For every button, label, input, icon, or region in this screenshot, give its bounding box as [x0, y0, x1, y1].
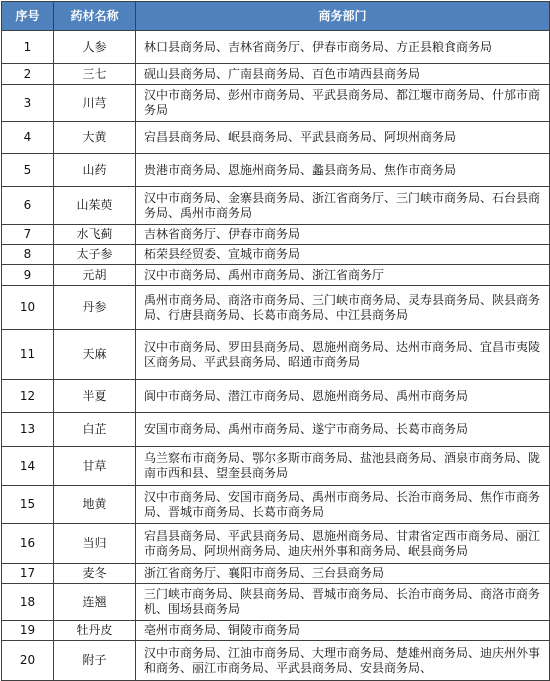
departments: 砚山县商务局、广南县商务局、百色市靖西县商务局: [136, 64, 550, 85]
table-row: [2, 154, 550, 187]
table-row: [2, 31, 550, 64]
herb-name: 地黄: [54, 486, 136, 524]
departments: 汉中市商务局、江油市商务局、大理市商务局、楚雄州商务局、迪庆州外事和商务、丽江市商务局、平武县商务局、安县商务局、: [136, 641, 550, 681]
row-index: 16: [2, 524, 54, 564]
header-index: 序号: [2, 2, 54, 31]
departments: 浙江省商务厅、襄阳市商务局、三台县商务局: [136, 564, 550, 584]
row-index: 13: [2, 413, 54, 447]
herb-name: 川芎: [54, 85, 136, 122]
table-row: [2, 330, 550, 380]
row-index: 7: [2, 225, 54, 245]
row-index: 17: [2, 564, 54, 584]
row-index: 8: [2, 245, 54, 265]
table-row: [2, 524, 550, 564]
departments: 吉林省商务厅、伊春市商务局: [136, 225, 550, 245]
table-row: [2, 225, 550, 245]
row-index: 20: [2, 641, 54, 681]
table-row: [2, 584, 550, 621]
table-row: [2, 85, 550, 122]
departments: 汉中市商务局、彭州市商务局、平武县商务局、都江堰市商务局、什邡市商务局: [136, 85, 550, 122]
herb-name: 水飞蓟: [54, 225, 136, 245]
table-row: [2, 64, 550, 85]
row-index: 5: [2, 154, 54, 187]
herb-name: 连翘: [54, 584, 136, 621]
table-row: [2, 380, 550, 413]
herb-name: 牡丹皮: [54, 621, 136, 641]
herb-name: 白芷: [54, 413, 136, 447]
departments: 宕昌县商务局、岷县商务局、平武县商务局、阿坝州商务局: [136, 122, 550, 154]
row-index: 19: [2, 621, 54, 641]
table-row: [2, 564, 550, 584]
table-row: [2, 641, 550, 681]
table-row: [2, 187, 550, 225]
herb-name: 人参: [54, 31, 136, 64]
departments: 汉中市商务局、禹州市商务局、浙江省商务厅: [136, 265, 550, 286]
row-index: 4: [2, 122, 54, 154]
row-index: 2: [2, 64, 54, 85]
table-row: [2, 447, 550, 486]
row-index: 9: [2, 265, 54, 286]
row-index: 18: [2, 584, 54, 621]
herb-name: 山药: [54, 154, 136, 187]
departments: 乌兰察布市商务局、鄂尔多斯市商务局、盐池县商务局、酒泉市商务局、陇南市西和县、望奎县商务局: [136, 447, 550, 486]
herb-name: 麦冬: [54, 564, 136, 584]
departments: 林口县商务局、吉林省商务厅、伊春市商务局、方正县粮食商务局: [136, 31, 550, 64]
row-index: 15: [2, 486, 54, 524]
herb-name: 附子: [54, 641, 136, 681]
medicinal-herb-commerce-table: [1, 1, 550, 681]
herb-name: 大黄: [54, 122, 136, 154]
row-index: 6: [2, 187, 54, 225]
row-index: 11: [2, 330, 54, 380]
table-row: [2, 486, 550, 524]
herb-name: 太子参: [54, 245, 136, 265]
row-index: 12: [2, 380, 54, 413]
row-index: 14: [2, 447, 54, 486]
departments: 贵港市商务局、恩施州商务局、蠡县商务局、焦作市商务局: [136, 154, 550, 187]
herb-name: 当归: [54, 524, 136, 564]
departments: 柘荣县经贸委、宣城市商务局: [136, 245, 550, 265]
row-index: 1: [2, 31, 54, 64]
departments: 汉中市商务局、罗田县商务局、恩施州商务局、达州市商务局、宜昌市夷陵区商务局、平武县商务局、昭通市商务局: [136, 330, 550, 380]
departments: 宕昌县商务局、平武县商务局、恩施州商务局、甘肃省定西市商务局、丽江市商务局、阿坝州商务局、迪庆州外事和商务局、岷县商务局: [136, 524, 550, 564]
row-index: 10: [2, 286, 54, 330]
departments: 汉中市商务局、安国市商务局、禹州市商务局、长治市商务局、焦作市商务局、晋城市商务局、长葛市商务局: [136, 486, 550, 524]
table-row: [2, 621, 550, 641]
table-header-row: [2, 2, 550, 31]
departments: 汉中市商务局、金寨县商务局、浙江省商务厅、三门峡市商务局、石台县商务局、禹州市商务局: [136, 187, 550, 225]
table-row: [2, 122, 550, 154]
departments: 三门峡市商务局、陕县商务局、晋城市商务局、长治市商务局、商洛市商务机、围场县商务局: [136, 584, 550, 621]
table-row: [2, 286, 550, 330]
table-row: [2, 413, 550, 447]
departments: 禹州市商务局、商洛市商务局、三门峡市商务局、灵寿县商务局、陕县商务局、行唐县商务局、长葛市商务局、中江县商务局: [136, 286, 550, 330]
herb-name: 甘草: [54, 447, 136, 486]
header-herb-name: 药材名称: [54, 2, 136, 31]
herb-name: 元胡: [54, 265, 136, 286]
herb-name: 丹参: [54, 286, 136, 330]
herb-name: 山茱萸: [54, 187, 136, 225]
table-row: [2, 245, 550, 265]
herb-name: 三七: [54, 64, 136, 85]
departments: 亳州市商务局、铜陵市商务局: [136, 621, 550, 641]
header-departments: 商务部门: [136, 2, 550, 31]
table-row: [2, 265, 550, 286]
departments: 阆中市商务局、潜江市商务局、恩施州商务局、禹州市商务局: [136, 380, 550, 413]
herb-name: 天麻: [54, 330, 136, 380]
row-index: 3: [2, 85, 54, 122]
herb-name: 半夏: [54, 380, 136, 413]
departments: 安国市商务局、禹州市商务局、遂宁市商务局、长葛市商务局: [136, 413, 550, 447]
